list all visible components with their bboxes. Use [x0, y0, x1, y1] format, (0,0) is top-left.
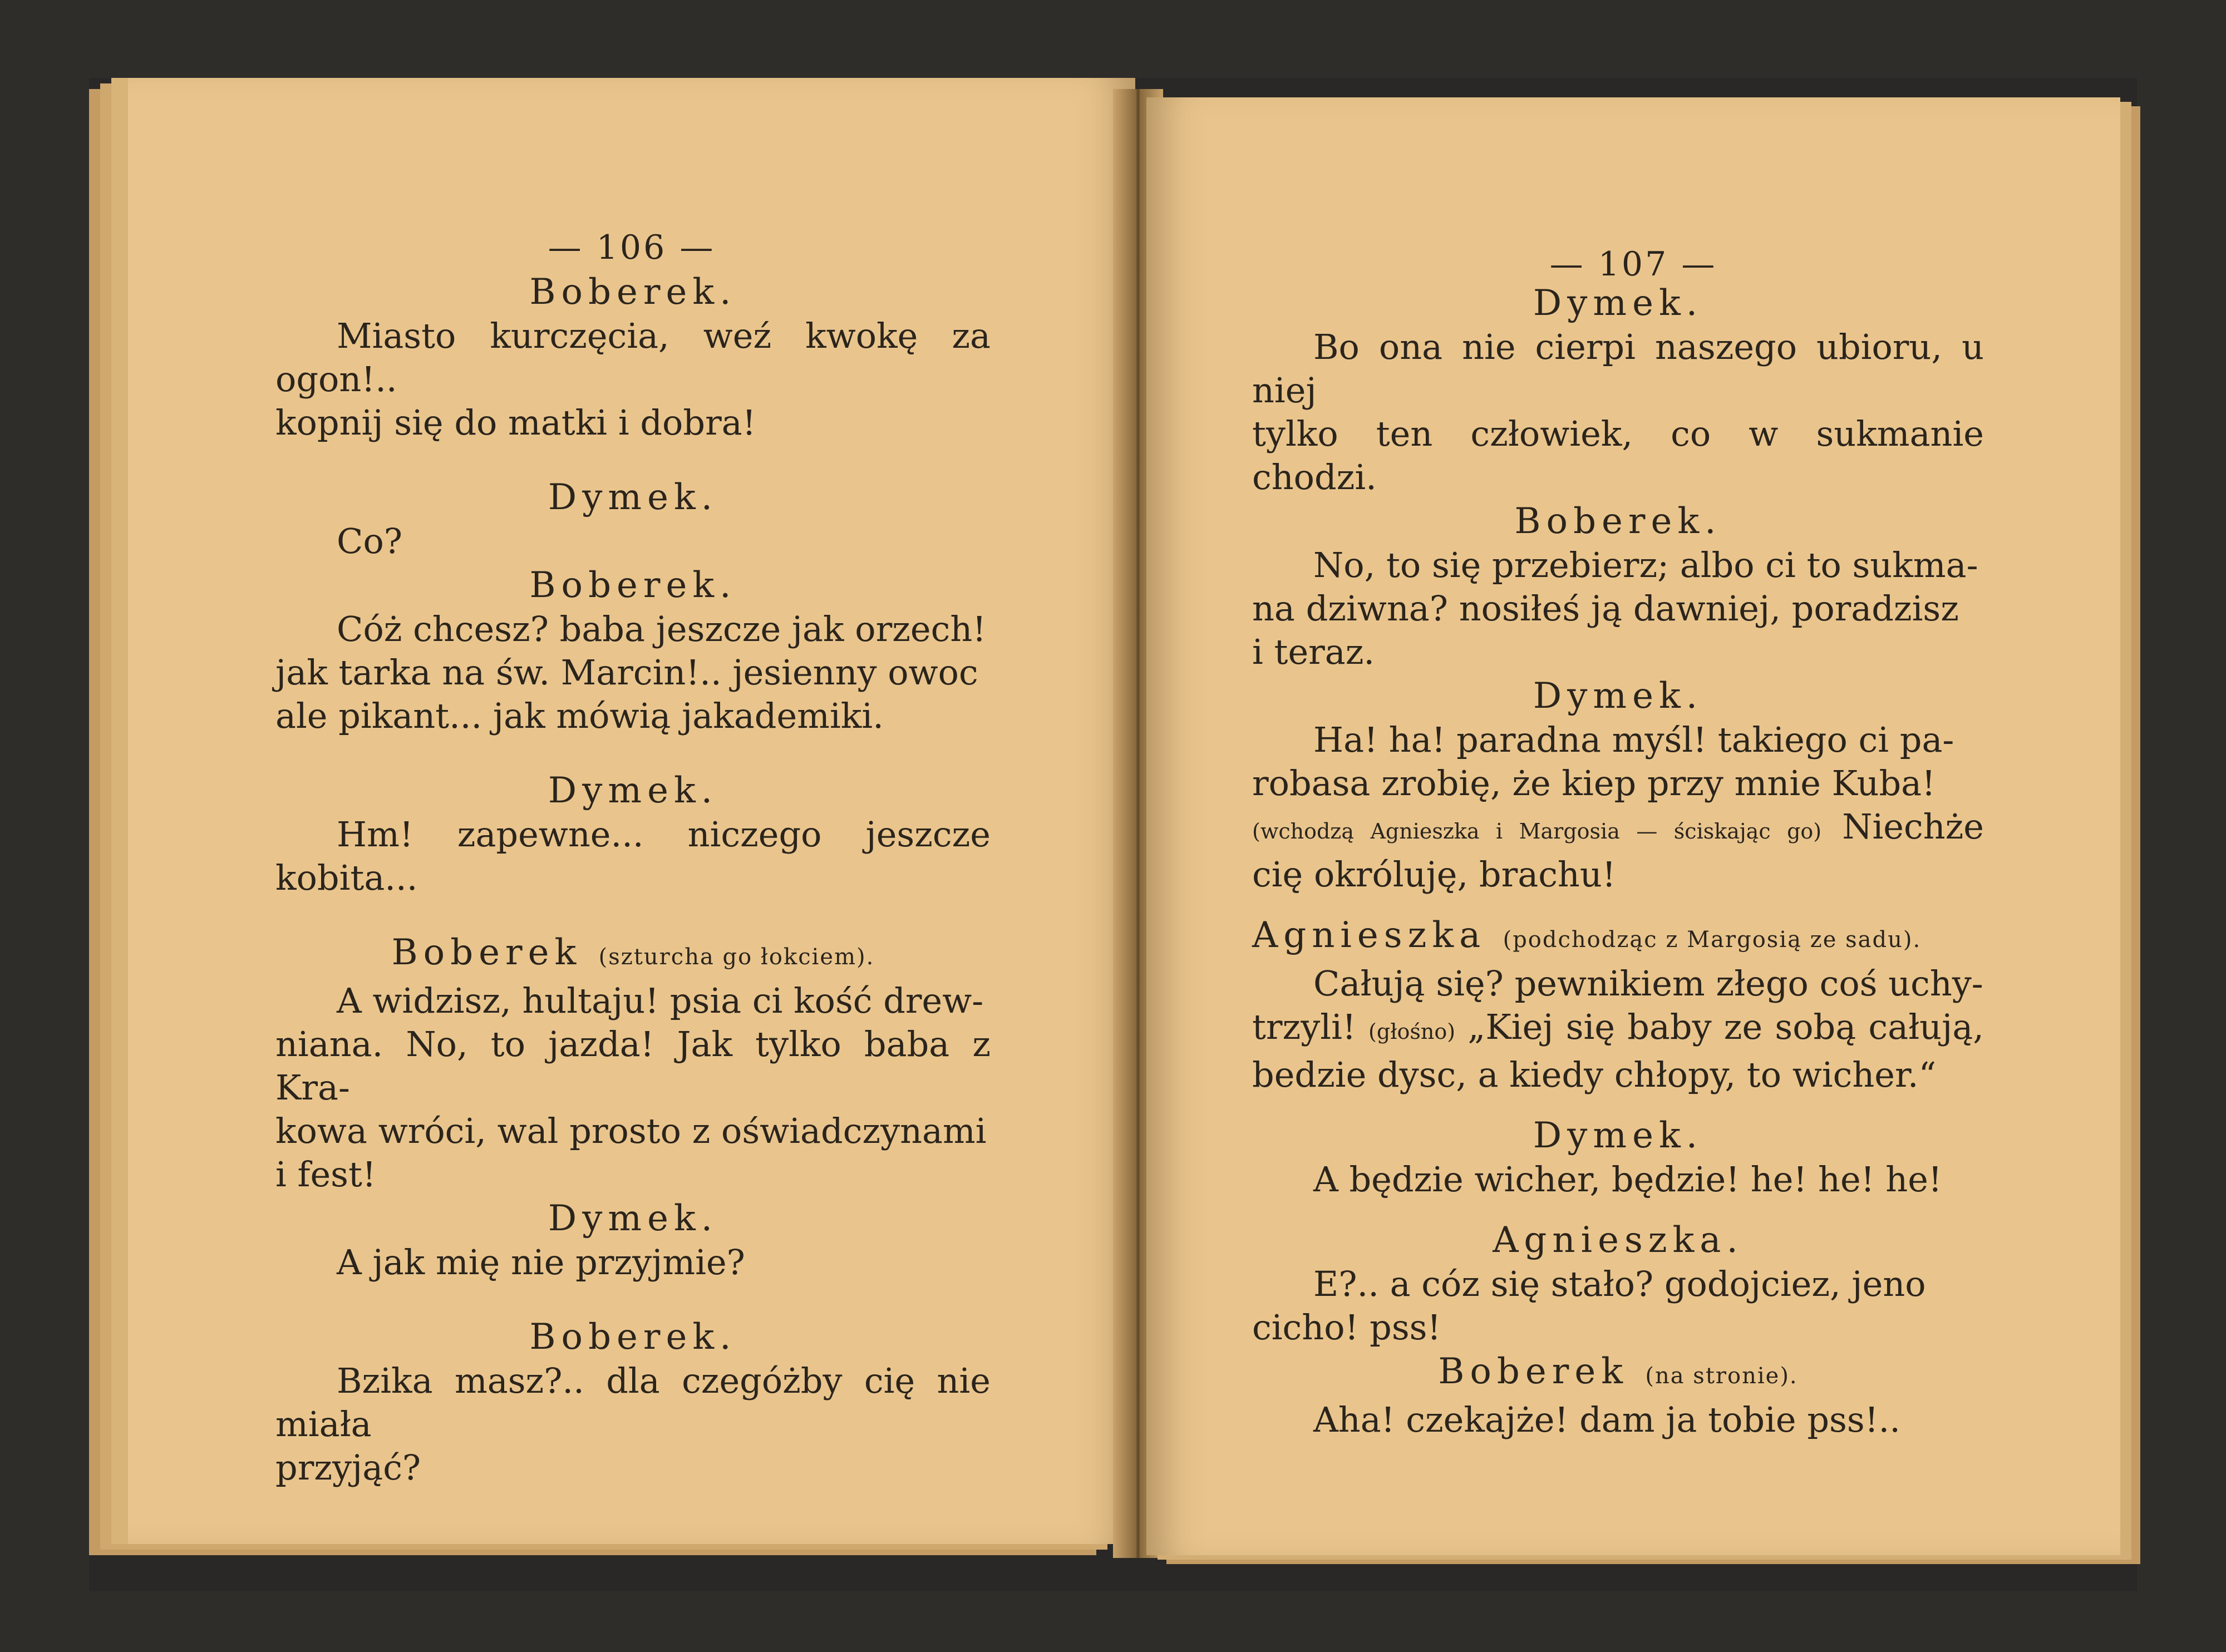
text-line: E?.. a cóz się stało? godojciez, jeno: [1313, 1264, 1926, 1304]
left-page: [128, 78, 1135, 1544]
text-line: Hm! zapewne... niczego jeszcze kobita...: [275, 814, 991, 898]
stage-direction: (szturcha go łokciem).: [598, 944, 875, 970]
dialogue-block: [275, 930, 991, 1196]
dialogue-block: [275, 768, 991, 900]
text-line: Miasto kurczęcia, weź kwokę za ogon!..: [275, 315, 991, 400]
text-line: robasa zrobię, że kiep przy mnie Kuba!: [1252, 763, 1936, 803]
text-line: cicho! pss!: [1252, 1307, 1441, 1348]
text-line: i fest!: [275, 1154, 376, 1195]
text-line: kowa wróci, wal prosto z oświadczynami: [275, 1111, 987, 1151]
text-line: jak tarka na św. Marcin!.. jesienny owoc: [275, 652, 978, 693]
text-line: Co?: [337, 521, 403, 561]
speaker-label: Boberek: [1438, 1351, 1629, 1392]
speaker-name: Boberek.: [1514, 501, 1722, 542]
speaker-name: Dymek.: [548, 770, 718, 811]
dialogue-block: [1252, 1218, 1984, 1349]
text-line: Cóż chcesz? baba jeszcze jak orzech!: [337, 609, 987, 649]
text-fragment: Niechże: [1842, 806, 1984, 847]
dialogue-block: [275, 270, 991, 445]
text-line: Bzika masz?.. dla czegóżby cię nie miała: [275, 1360, 991, 1444]
dialogue-block: [1252, 1113, 1984, 1201]
speaker-name: Dymek.: [548, 477, 718, 518]
dialogue-block: [275, 475, 991, 563]
text-fragment: „Kiej się baby ze sobą całują,: [1467, 1007, 1984, 1047]
speaker-name: [275, 930, 991, 979]
speaker-name: Dymek.: [548, 1198, 718, 1239]
speaker-name: [1252, 1349, 1984, 1398]
page-text: [1146, 281, 2120, 1442]
text-fragment: trzyli!: [1252, 1007, 1356, 1047]
text-line: kopnij się do matki i dobra!: [275, 402, 756, 443]
page-number: — 107 —: [1549, 245, 1717, 284]
text-line: A widzisz, hultaju! psia ci kość drew-: [337, 980, 984, 1021]
speaker-label: Boberek: [391, 932, 582, 973]
dialogue-block: [1252, 674, 1984, 896]
dialogue-block: [1252, 1349, 1984, 1442]
text-line: A będzie wicher, będzie! he! he! he!: [1313, 1159, 1942, 1200]
text-line: Ha! ha! paradna myśl! takiego ci pa-: [1313, 719, 1954, 760]
stage-direction: (na stronie).: [1645, 1363, 1798, 1389]
dialogue-block: [1252, 913, 1984, 1097]
dialogue-block: [275, 1315, 991, 1490]
page-text: [128, 270, 1135, 1490]
text-line: Aha! czekajże! dam ja tobie pss!..: [1313, 1399, 1900, 1440]
stage-direction: (podchodząc z Margosią ze sadu).: [1503, 927, 1922, 953]
dialogue-block: [275, 1196, 991, 1284]
dialogue-block: [1252, 281, 1984, 499]
speaker-name: Boberek.: [529, 1316, 737, 1358]
text-line: na dziwna? nosiłeś ją dawniej, poradzisz: [1252, 588, 1959, 629]
speaker-name: Boberek.: [529, 272, 737, 313]
text-line: niana. No, to jazda! Jak tylko baba z Kra-: [275, 1024, 991, 1108]
stage-direction: (głośno): [1368, 1019, 1456, 1044]
text-line: tylko ten człowiek, co w sukmanie chodzi.: [1252, 413, 1984, 497]
speaker-name: Dymek.: [1533, 675, 1703, 717]
text-line: i teraz.: [1252, 632, 1375, 672]
dialogue-block: [1252, 499, 1984, 674]
text-line: cię okróluję, brachu!: [1252, 854, 1616, 895]
dialogue-block: [275, 563, 991, 738]
speaker-name: Boberek.: [529, 565, 737, 606]
text-line: bedzie dysc, a kiedy chłopy, to wicher.“: [1252, 1054, 1937, 1095]
text-line: przyjąć?: [275, 1447, 421, 1488]
page-number: — 106 —: [548, 228, 716, 267]
speaker-name: Agnieszka.: [1493, 1220, 1744, 1261]
speaker-name: Dymek.: [1533, 283, 1703, 324]
text-line: [1252, 805, 1984, 853]
right-page: [1146, 97, 2120, 1555]
text-line: [1252, 1005, 1984, 1053]
stage-direction: (wchodzą Agnieszka i Margosia — ściskając go): [1252, 819, 1822, 844]
speaker-name: Dymek.: [1533, 1115, 1703, 1156]
text-line: ale pikant... jak mówią jakademiki.: [275, 696, 884, 736]
speaker-label: Agnieszka: [1252, 915, 1486, 956]
text-line: No, to się przebierz; albo ci to sukma-: [1313, 545, 1978, 585]
speaker-name: [1252, 913, 1984, 962]
text-line: Bo ona nie cierpi naszego ubioru, u niej: [1252, 327, 1984, 411]
text-line: Całują się? pewnikiem złego coś uchy-: [1313, 963, 1983, 1004]
text-line: A jak mię nie przyjmie?: [337, 1242, 745, 1283]
